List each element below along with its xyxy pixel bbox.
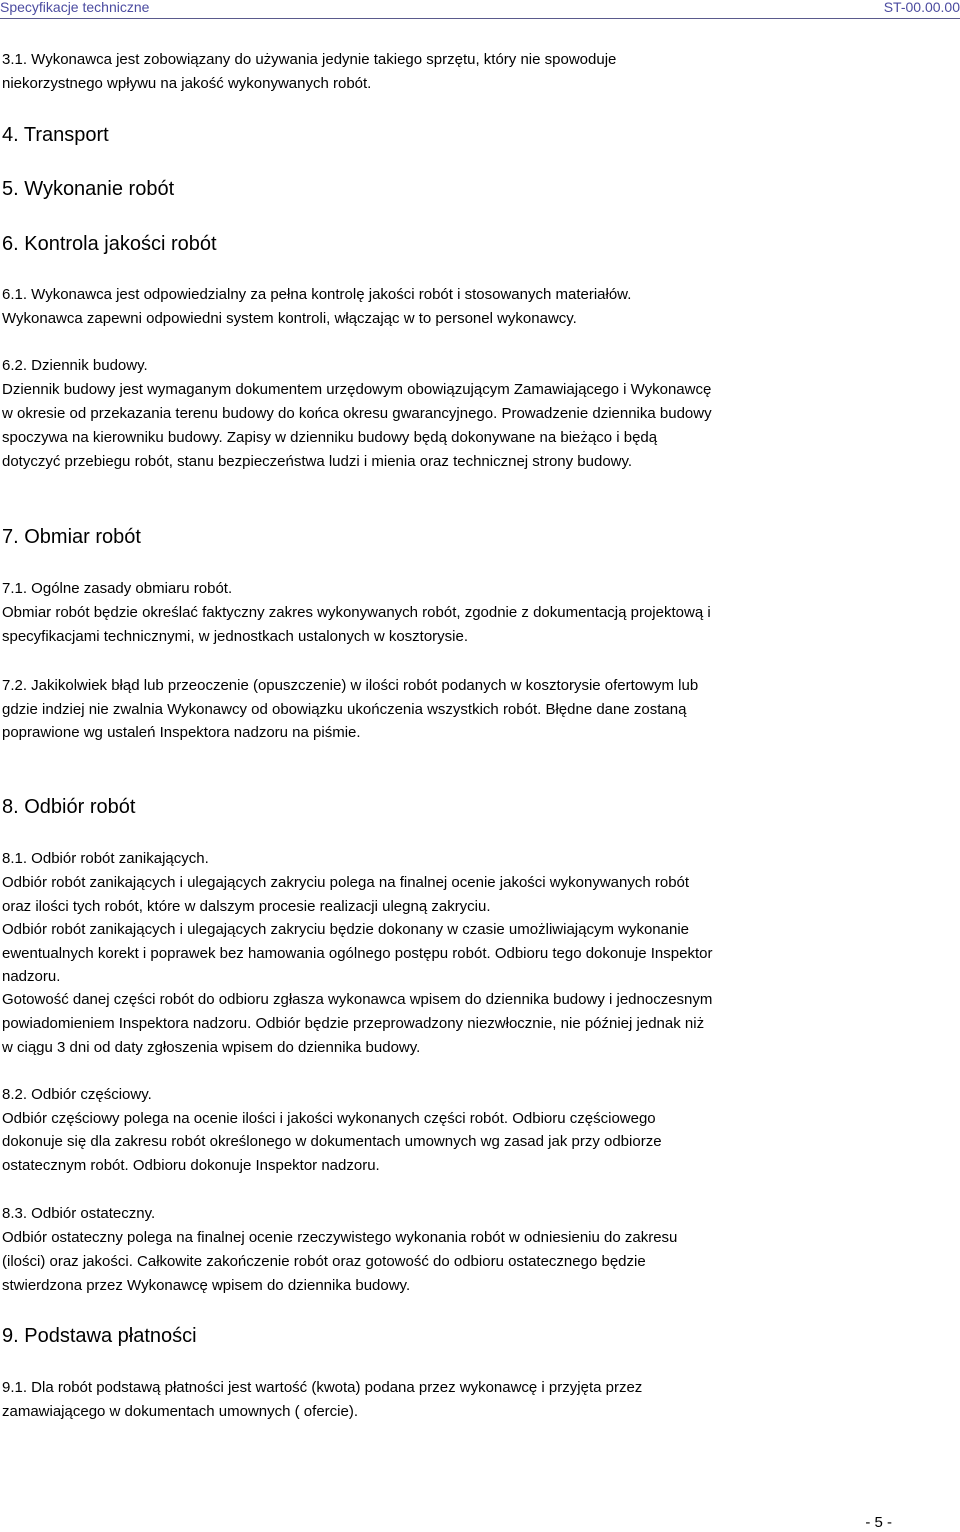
paragraph-8-2-line-1: Odbiór częściowy polega na ocenie ilości i jakości wykonanych części robót. Odbioru częściowego xyxy=(2,1110,656,1127)
heading-podstawa-platnosci: 9. Podstawa płatności xyxy=(2,1325,197,1347)
paragraph-6-2-line-3: spoczywa na kierowniku budowy. Zapisy w dzienniku budowy będą dokonywane na bieżąco i będą xyxy=(2,429,658,446)
subheading-odbior-zanikajacych: 8.1. Odbiór robót zanikających. xyxy=(2,850,209,867)
paragraph-3-1-line-2: niekorzystnego wpływu na jakość wykonywanych robót. xyxy=(2,75,372,92)
paragraph-7-1-line-2: specyfikacjami technicznymi, w jednostkach ustalonych w kosztorysie. xyxy=(2,628,469,645)
subheading-odbior-czesciowy: 8.2. Odbiór częściowy. xyxy=(2,1086,152,1103)
paragraph-7-1-line-1: Obmiar robót będzie określać faktyczny zakres wykonywanych robót, zgodnie z dokumentacją projektową i xyxy=(2,604,711,621)
paragraph-8-1-line-3: Odbiór robót zanikających i ulegających zakryciu będzie dokonany w czasie umożliwiającym wykonanie xyxy=(2,921,689,938)
heading-odbior-robot: 8. Odbiór robót xyxy=(2,796,136,818)
paragraph-7-2-line-2: gdzie indziej nie zwalnia Wykonawcy od obowiązku ukończenia wszystkich robót. Błędne dane zostaną xyxy=(2,701,687,718)
paragraph-8-3-line-3: stwierdzona przez Wykonawcę wpisem do dziennika budowy. xyxy=(2,1277,411,1294)
paragraph-8-1-line-7: powiadomieniem Inspektora nadzoru. Odbiór będzie przeprowadzony niezwłocznie, nie później jednak niż xyxy=(2,1015,705,1032)
paragraph-6-2-line-1: Dziennik budowy jest wymaganym dokumentem urzędowym obowiązującym Zamawiającego i Wykonawcę xyxy=(2,381,712,398)
document-title: Specyfikacje techniczne xyxy=(0,0,150,15)
page-header xyxy=(0,0,960,19)
paragraph-8-2-line-3: ostatecznym robót. Odbioru dokonuje Inspektor nadzoru. xyxy=(2,1157,380,1174)
paragraph-8-1-line-8: w ciągu 3 dni od daty zgłoszenia wpisem do dziennika budowy. xyxy=(2,1039,421,1056)
paragraph-3-1-line-1: 3.1. Wykonawca jest zobowiązany do używania jedynie takiego sprzętu, który nie spowoduje xyxy=(2,51,617,68)
subheading-dziennik-budowy: 6.2. Dziennik budowy. xyxy=(2,357,148,374)
paragraph-6-2-line-2: w okresie od przekazania terenu budowy do końca okresu gwarancyjnego. Prowadzenie dziennika budowy xyxy=(2,405,712,422)
paragraph-9-1-line-1: 9.1. Dla robót podstawą płatności jest wartość (kwota) podana przez wykonawcę i przyjęta przez xyxy=(2,1379,643,1396)
page-number: - 5 - xyxy=(865,1514,892,1531)
paragraph-8-1-line-5: nadzoru. xyxy=(2,968,61,985)
heading-transport: 4. Transport xyxy=(2,124,109,146)
paragraph-8-1-line-1: Odbiór robót zanikających i ulegających zakryciu polega na finalnej ocenie jakości wykonywanych robót xyxy=(2,874,690,891)
paragraph-6-2-line-4: dotyczyć przebiegu robót, stanu bezpieczeństwa ludzi i mienia oraz technicznej strony budowy. xyxy=(2,453,633,470)
paragraph-8-2-line-2: dokonuje się dla zakresu robót określonego w dokumentach umownych wg zasad jak przy odbiorze xyxy=(2,1133,662,1150)
subheading-ogolne-zasady: 7.1. Ogólne zasady obmiaru robót. xyxy=(2,580,233,597)
subheading-odbior-ostateczny: 8.3. Odbiór ostateczny. xyxy=(2,1205,156,1222)
paragraph-8-1-line-2: oraz ilości tych robót, które w dalszym procesie realizacji ulegną zakryciu. xyxy=(2,898,491,915)
heading-kontrola-jakosci: 6. Kontrola jakości robót xyxy=(2,233,217,255)
paragraph-6-1-line-1: 6.1. Wykonawca jest odpowiedzialny za pełna kontrolę jakości robót i stosowanych materiałów. xyxy=(2,286,632,303)
paragraph-7-2-line-3: poprawione wg ustaleń Inspektora nadzoru na piśmie. xyxy=(2,724,361,741)
paragraph-8-1-line-4: ewentualnych korekt i poprawek bez hamowania ogólnego postępu robót. Odbioru tego dokonuje Inspektor xyxy=(2,945,713,962)
heading-wykonanie-robot: 5. Wykonanie robót xyxy=(2,178,175,200)
paragraph-8-3-line-2: (ilości) oraz jakości. Całkowite zakończenie robót oraz gotowość do odbioru ostatecznego będzie xyxy=(2,1253,646,1270)
paragraph-8-1-line-6: Gotowość danej części robót do odbioru zgłasza wykonawca wpisem do dziennika budowy i jednoczesnym xyxy=(2,991,713,1008)
paragraph-6-1-line-2: Wykonawca zapewni odpowiedni system kontroli, włączając w to personel wykonawcy. xyxy=(2,310,577,327)
heading-obmiar-robot: 7. Obmiar robót xyxy=(2,526,141,548)
paragraph-7-2-line-1: 7.2. Jakikolwiek błąd lub przeoczenie (opuszczenie) w ilości robót podanych w kosztorysie ofertowym lub xyxy=(2,677,699,694)
document-code: ST-00.00.00 xyxy=(883,0,960,15)
paragraph-9-1-line-2: zamawiającego w dokumentach umownych ( ofercie). xyxy=(2,1403,358,1420)
paragraph-8-3-line-1: Odbiór ostateczny polega na finalnej ocenie rzeczywistego wykonania robót w odniesieniu do zakresu xyxy=(2,1229,678,1246)
